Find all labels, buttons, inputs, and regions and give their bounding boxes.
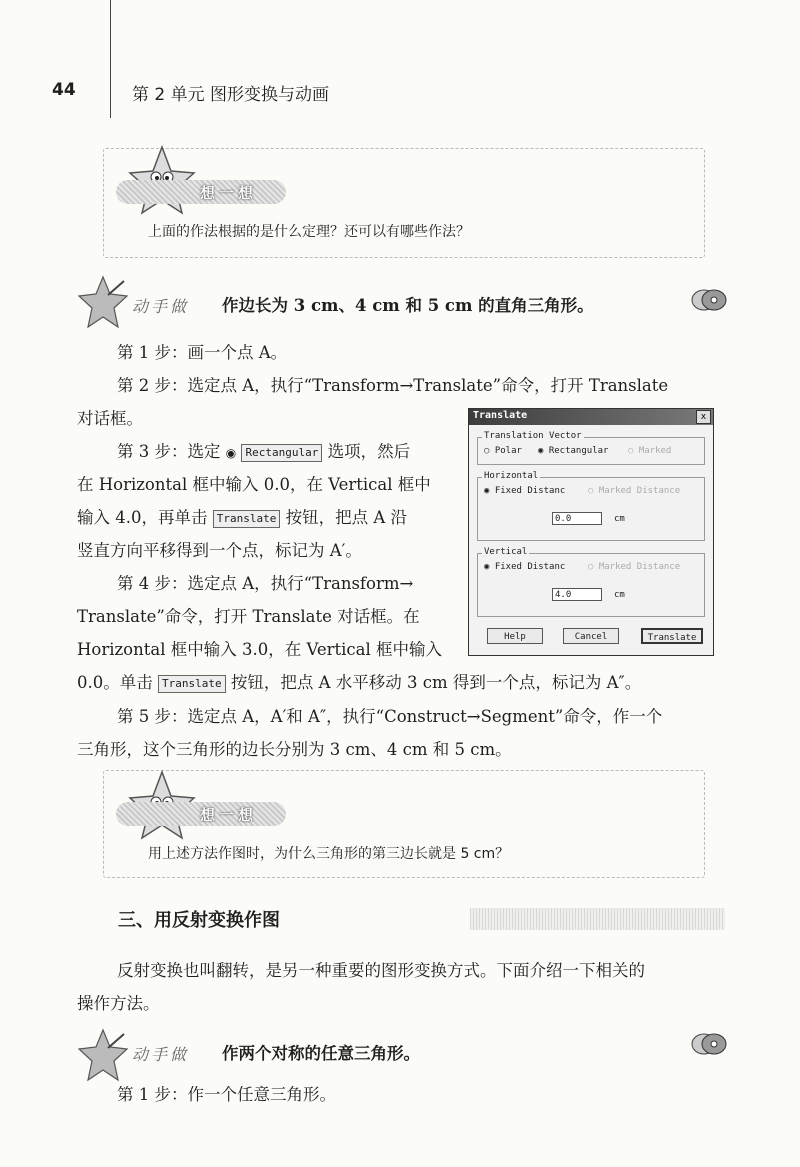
section-para-line-2: 操作方法。	[77, 994, 160, 1013]
step-3-line-1	[117, 435, 410, 470]
step-3-line-4: 竖直方向平移得到一个点，标记为 A′。	[77, 541, 362, 560]
horizontal-marked-radio[interactable]: ○ Marked Distance	[588, 486, 681, 496]
step-3-line-3	[77, 501, 407, 534]
horizontal-label: Horizontal	[484, 471, 539, 481]
cd-icon	[690, 288, 728, 312]
vertical-label: Vertical	[484, 547, 528, 557]
think-label-2: 想一想	[200, 806, 258, 824]
step-5-line-1: 第 5 步：选定点 A，A′和 A″，执行“Construct→Segment”命令，作一个	[117, 707, 663, 726]
vertical-value-input[interactable]: 4.0	[552, 588, 602, 601]
step-2-line-2: 对话框。	[77, 409, 143, 428]
step-2-line-1: 第 2 步：选定点 A，执行“Transform→Translate”命令，打开 Translate	[117, 376, 669, 395]
vertical-fixed-label: Fixed Distanc	[494, 562, 566, 572]
step-3-text-c: 输入 4.0，再单击	[77, 508, 208, 527]
hands-on-title-2: 作两个对称的任意三角形。	[222, 1044, 420, 1063]
horizontal-value-input[interactable]: 0.0	[552, 512, 602, 525]
chapter-title: 第 2 单元 图形变换与动画	[132, 85, 330, 105]
translate-dialog	[468, 408, 714, 656]
radio-icon: ◉	[225, 446, 237, 460]
cancel-button[interactable]: Cancel	[563, 628, 619, 644]
translate-button[interactable]: Translate	[641, 628, 703, 644]
translate-button-inline: Translate	[213, 510, 281, 528]
step-3-text-d: 按钮，把点 A 沿	[285, 508, 408, 527]
hands-on-star-icon-2	[78, 1028, 128, 1082]
translation-vector-group	[477, 431, 705, 465]
vertical-fixed-radio[interactable]: ◉ Fixed Distanc	[484, 562, 566, 572]
section-heading: 三、用反射变换作图	[118, 910, 280, 931]
hands-on-star-icon	[78, 275, 128, 329]
rectangular-label: Rectangular	[548, 446, 609, 456]
step-4-text-a: 0.0。单击	[77, 673, 153, 692]
horizontal-fixed-label: Fixed Distanc	[494, 486, 566, 496]
section-para-line-1: 反射变换也叫翻转，是另一种重要的图形变换方式。下面介绍一下相关的	[117, 961, 645, 980]
think-label-1: 想一想	[200, 184, 258, 202]
section-heading-bar	[470, 908, 725, 930]
marked-label: Marked	[638, 446, 672, 456]
polar-label: Polar	[494, 446, 522, 456]
step-4-line-4	[77, 666, 641, 699]
horizontal-marked-label: Marked Distance	[598, 486, 681, 496]
rectangular-radio[interactable]: ◉ Rectangular	[538, 446, 609, 456]
horizontal-group	[477, 471, 705, 541]
step-5-line-2: 三角形，这个三角形的边长分别为 3 cm、4 cm 和 5 cm。	[77, 740, 512, 759]
vertical-unit: cm	[614, 590, 625, 600]
step-4-line-3: Horizontal 框中输入 3.0，在 Vertical 框中输入	[77, 640, 443, 659]
close-icon[interactable]: x	[696, 410, 711, 424]
hands-on-label-2: 动手做	[132, 1045, 190, 1064]
horizontal-fixed-radio[interactable]: ◉ Fixed Distanc	[484, 486, 566, 496]
cd-icon-2	[690, 1032, 728, 1056]
dialog-title: Translate	[473, 410, 528, 421]
think-question-2: 用上述方法作图时，为什么三角形的第三边长就是 5 cm？	[148, 846, 510, 862]
translate-button-inline-2: Translate	[158, 675, 226, 693]
header-divider	[110, 0, 111, 118]
step-4-line-2: Translate”命令，打开 Translate 对话框。在	[77, 607, 420, 626]
marked-radio[interactable]: ○ Marked	[628, 446, 672, 456]
step-3-line-2: 在 Horizontal 框中输入 0.0，在 Vertical 框中	[77, 475, 431, 494]
step-1: 第 1 步：画一个点 A。	[117, 343, 288, 362]
help-button[interactable]: Help	[487, 628, 543, 644]
hands-on-title-1: 作边长为 3 cm、4 cm 和 5 cm 的直角三角形。	[222, 296, 594, 315]
step-4-text-b: 按钮，把点 A 水平移动 3 cm 得到一个点，标记为 A″。	[230, 673, 642, 692]
horizontal-unit: cm	[614, 514, 625, 524]
think-question-1: 上面的作法根据的是什么定理？还可以有哪些作法？	[148, 224, 470, 240]
page-number: 44	[52, 80, 76, 100]
hands-on-label-1: 动手做	[132, 297, 190, 316]
vertical-marked-label: Marked Distance	[598, 562, 681, 572]
hands-on-2-step-1: 第 1 步：作一个任意三角形。	[117, 1085, 336, 1104]
dialog-titlebar	[469, 409, 713, 425]
polar-radio[interactable]: ○ Polar	[484, 446, 522, 456]
step-3-text-a: 第 3 步：选定	[117, 442, 221, 461]
vertical-marked-radio[interactable]: ○ Marked Distance	[588, 562, 681, 572]
translation-vector-label: Translation Vector	[484, 431, 582, 441]
rectangular-option-inline: Rectangular	[241, 444, 322, 462]
step-3-text-b: 选项，然后	[327, 442, 411, 461]
vertical-group	[477, 547, 705, 617]
step-4-line-1: 第 4 步：选定点 A，执行“Transform→	[117, 574, 414, 593]
